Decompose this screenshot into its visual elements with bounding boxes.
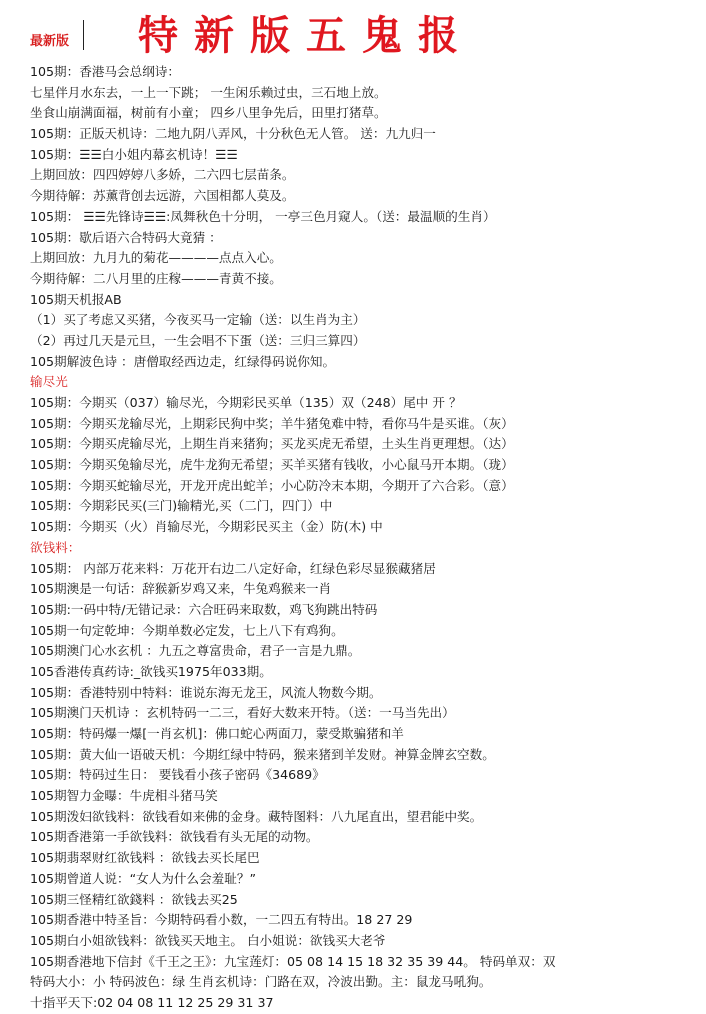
text-line: 105期： 内部万花来料：万花开右边二八定好命，红绿色彩尽显猴藏猪居: [30, 560, 436, 576]
text-line: 105期智力金曝：牛虎相斗猪马笑: [30, 788, 218, 804]
text-line: 105期白小姐欲钱料：欲钱买天地主。 白小姐说：欲钱买大老爷: [30, 932, 386, 948]
page-title: 特新版五鬼报: [138, 12, 474, 59]
text-line: 105期泼妇欲钱料：欲钱看如来佛的金身。藏特图料：八九尾直出，望君能中奖。: [30, 808, 483, 824]
text-line: 105期解波色诗 ：唐僧取经西边走，红绿得码说你知。: [30, 353, 336, 369]
prediction-text-body: [30, 62, 700, 1014]
header-divider: [83, 20, 84, 50]
text-line: 105期：歇后语六合特码大竟猜 ：: [30, 229, 222, 245]
latest-version-badge: 最新版: [30, 34, 70, 49]
text-line: 105期：今期买（火）肖输尽光，今期彩民买主（金）防(木) 中: [30, 519, 383, 535]
text-line: 105期：香港特别中特料：谁说东海无龙王，风流人物数今期。: [30, 684, 382, 700]
text-line: 105期：今期买龙输尽光，上期彩民狗中奖；羊牛猪兔难中特，看你马牛是买谁。（灰）: [30, 415, 514, 431]
text-line: 105期天机报AB: [30, 291, 122, 307]
text-line: 105期香港第一手欲钱料：欲钱看有头无尾的动物。: [30, 829, 319, 845]
section-heading-money-tips: 欲钱料：: [30, 539, 81, 555]
text-line: 坐食山崩满面福，树前有小童； 四乡八里争先后，田里打猪草。: [30, 105, 387, 121]
text-line: 105期：今期买（037）输尽光，今期彩民买单（135）双（248）尾中 开 ？: [30, 395, 462, 410]
text-line: 105期：今期买虎输尽光，上期生肖来猪狗；买龙买虎无希望，土头生肖更理想。（达）: [30, 436, 514, 452]
text-line: 105期澳门天机诗 ：玄机特码一二三，看好大数来开特。（送：一马当先出）: [30, 705, 455, 721]
text-line: 105期澳是一句话：辞猴新岁鸡又来，牛兔鸡猴来一肖: [30, 581, 332, 597]
text-line: 特码大小：小 特码波色：绿 生肖玄机诗：门路在双，冷波出勤。主：鼠龙马吼狗。: [30, 974, 492, 990]
text-line: 今期待解：苏薰背创去远游，六国相都人莫及。: [30, 188, 295, 204]
text-line: 105期：今期彩民买(三门)输精光,买（二门，四门）中: [30, 498, 333, 514]
text-line: 七星伴月水东去，一上一下跳； 一生闲乐赖过虫，三石地上放。: [30, 84, 387, 100]
text-line: 105期翡翠财红欲钱料 ：欲钱去买长尾巴: [30, 850, 260, 866]
text-line: 105期：特码过生日： 要钱看小孩子密码《34689》: [30, 767, 325, 783]
text-line: 105期曾道人说：“女人为什么会羞耻？”: [30, 870, 256, 886]
text-line: 105期： ☰☰先锋诗☰☰:凤舞秋色十分明， 一亭三色月窥人。（送：最温顺的生肖）: [30, 208, 496, 224]
text-line: 105期三怪精红欲錢料 ：欲钱去买25: [30, 891, 238, 907]
text-line: 105香港传真药诗:_欲钱买1975年033期。: [30, 663, 272, 679]
text-line: 今期待解：二八月里的庄稼———青黄不接。: [30, 270, 282, 286]
text-line: 105期：香港马会总纲诗：: [30, 64, 180, 79]
text-line: 105期：正版天机诗：二地九阴八弄风，十分秋色无人管。 送：九九归一: [30, 126, 436, 142]
text-line: 105期：特码爆一爆[一肖玄机]：佛口蛇心两面刀，蒙受欺骗猪和羊: [30, 726, 404, 741]
text-line: 105期：今期买蛇输尽光，开龙开虎出蛇羊；小心防冷末本期，今期开了六合彩。（意）: [30, 477, 514, 493]
section-heading-lose-all: 输尽光: [30, 374, 68, 390]
text-line: 十指平天下:02 04 08 11 12 25 29 31 37: [30, 994, 274, 1010]
text-line: 105期一句定乾坤：今期单数必定发，七上八下有鸡狗。: [30, 622, 344, 638]
text-line: 105期：黄大仙一语破天机：今期红绿中特码，猴来猪到羊发财。神算金牌玄空数。: [30, 746, 495, 762]
text-line: （2）再过几天是元旦，一生会唱不下蛋（送：三归三算四）: [30, 332, 366, 348]
text-line: 上期回放：四四婷婷八多娇，二六四七层苗条。: [30, 167, 295, 183]
text-line: 105期：☰☰白小姐内幕玄机诗！☰☰: [30, 146, 238, 162]
text-line: 105期香港中特圣旨：今期特码看小数，一二四五有特出。18 27 29: [30, 912, 413, 928]
page-header: [0, 0, 706, 58]
text-line: 上期回放：九月九的菊花————点点入心。: [30, 250, 282, 266]
text-line: 105期：今期买兔输尽光，虎牛龙狗无希望；买羊买猪有钱收，小心鼠马开本期。（珑）: [30, 457, 514, 473]
text-line: （1）买了考虑又买猪，今夜买马一定输（送：以生肖为主）: [30, 312, 366, 328]
text-line: 105期香港地下信封《千王之王》：九宝莲灯：05 08 14 15 18 32 35 39 44。 特码单双：双: [30, 953, 556, 969]
text-line: 105期澳门心水玄机 ：九五之尊富贵命，君子一言是九鼎。: [30, 643, 361, 659]
text-line: 105期:一码中特/无错记录：六合旺码来取数，鸡飞狗跳出特码: [30, 601, 378, 617]
